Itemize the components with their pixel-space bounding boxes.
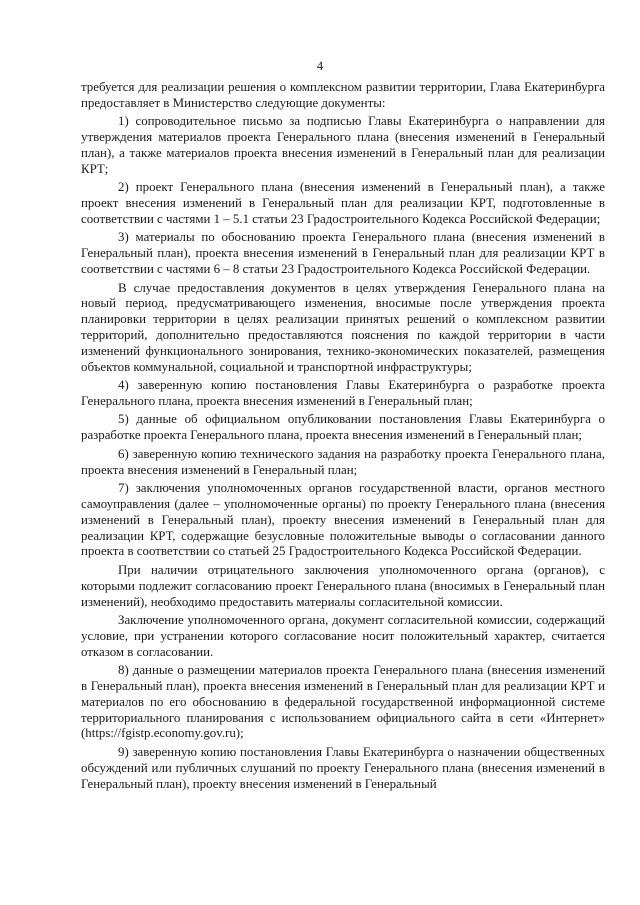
paragraph: 5) данные об официальном опубликовании постановления Главы Екатеринбурга о разработке проекта Генерального плана, проекта внесения изменений в Генеральный план; (81, 412, 605, 443)
paragraph: 7) заключения уполномоченных органов государственной власти, органов местного самоуправления (далее – уполномоченные органы) по проекту Генерального плана (внесения изменений в Генеральный план), проекту внесения изменений в Генеральный план для реализации КРТ, содержащие безусловные положительные выводы о согласовании данного проекта в соответствии со статьей 25 Градостроительного Кодекса Российской Федерации. (81, 481, 605, 559)
paragraph: 2) проект Генерального плана (внесения изменений в Генеральный план), а также проект внесения изменений в Генеральный план для реализации КРТ, подготовленные в соответствии с частями 1 – 5.1 статьи 23 Градостроительного Кодекса Российской Федерации; (81, 180, 605, 226)
paragraph: требуется для реализации решения о комплексном развитии территории, Глава Екатеринбурга предоставляет в Министерство следующие документы: (81, 80, 605, 110)
paragraph: 4) заверенную копию постановления Главы Екатеринбурга о разработке проекта Генерального плана, проекта внесения изменений в Генеральный план; (81, 378, 605, 408)
paragraph: 6) заверенную копию технического задания на разработку проекта Генерального плана, проекта внесения изменений в Генеральный план; (81, 446, 605, 477)
paragraph: В случае предоставления документов в целях утверждения Генерального плана на новый период, предусматривающего изменения, вносимые после утверждения проекта планировки территории в целях реализации принятых решений о комплексном развитии территорий, дополнительно предоставляются пояснения по каждой территории в части изменений функционального зонирования, технико-экономических показателей, размещения объектов коммунальной, социальной и транспортной инфраструктуры; (81, 280, 605, 374)
paragraph: Заключение уполномоченного органа, документ согласительной комиссии, содержащий условие, при устранении которого согласование носит положительный характер, считается отказом в согласовании. (81, 612, 605, 659)
paragraph: 3) материалы по обоснованию проекта Генерального плана (внесения изменений в Генеральный план), проекта внесения изменений в Генеральный план для реализации КРТ в соответствии с частями 6 – 8 статьи 23 Градостроительного Кодекса Российской Федерации. (81, 230, 605, 277)
page-number: 4 (316, 59, 324, 73)
paragraph: 9) заверенную копию постановления Главы Екатеринбурга о назначении общественных обсуждений или публичных слушаний по проекту Генерального плана (внесения изменений в Генеральный план), проекту внесения изменений в Генеральный (81, 744, 605, 791)
paragraph: При наличии отрицательного заключения уполномоченного органа (органов), с которыми подлежит согласованию проект Генерального плана (вносимых в Генеральный план изменений), необходимо предоставить материалы согласительной комиссии. (81, 562, 605, 609)
paragraph: 8) данные о размещении материалов проекта Генерального плана (внесения изменений в Генеральный план), проекта внесения изменений в Генеральный план для реализации КРТ и материалов по его обоснованию в федеральной государственной информационной системе территориального планирования с использованием официального сайта в сети «Интернет» (https://fgistp.economy.gov.ru); (81, 663, 605, 741)
paragraph: 1) сопроводительное письмо за подписью Главы Екатеринбурга о направлении для утверждения материалов проекта Генерального плана (внесения изменений в Генеральный план), а также материалов проекта внесения изменений в Генеральный план для реализации КРТ; (81, 114, 605, 176)
document-body (81, 80, 605, 795)
